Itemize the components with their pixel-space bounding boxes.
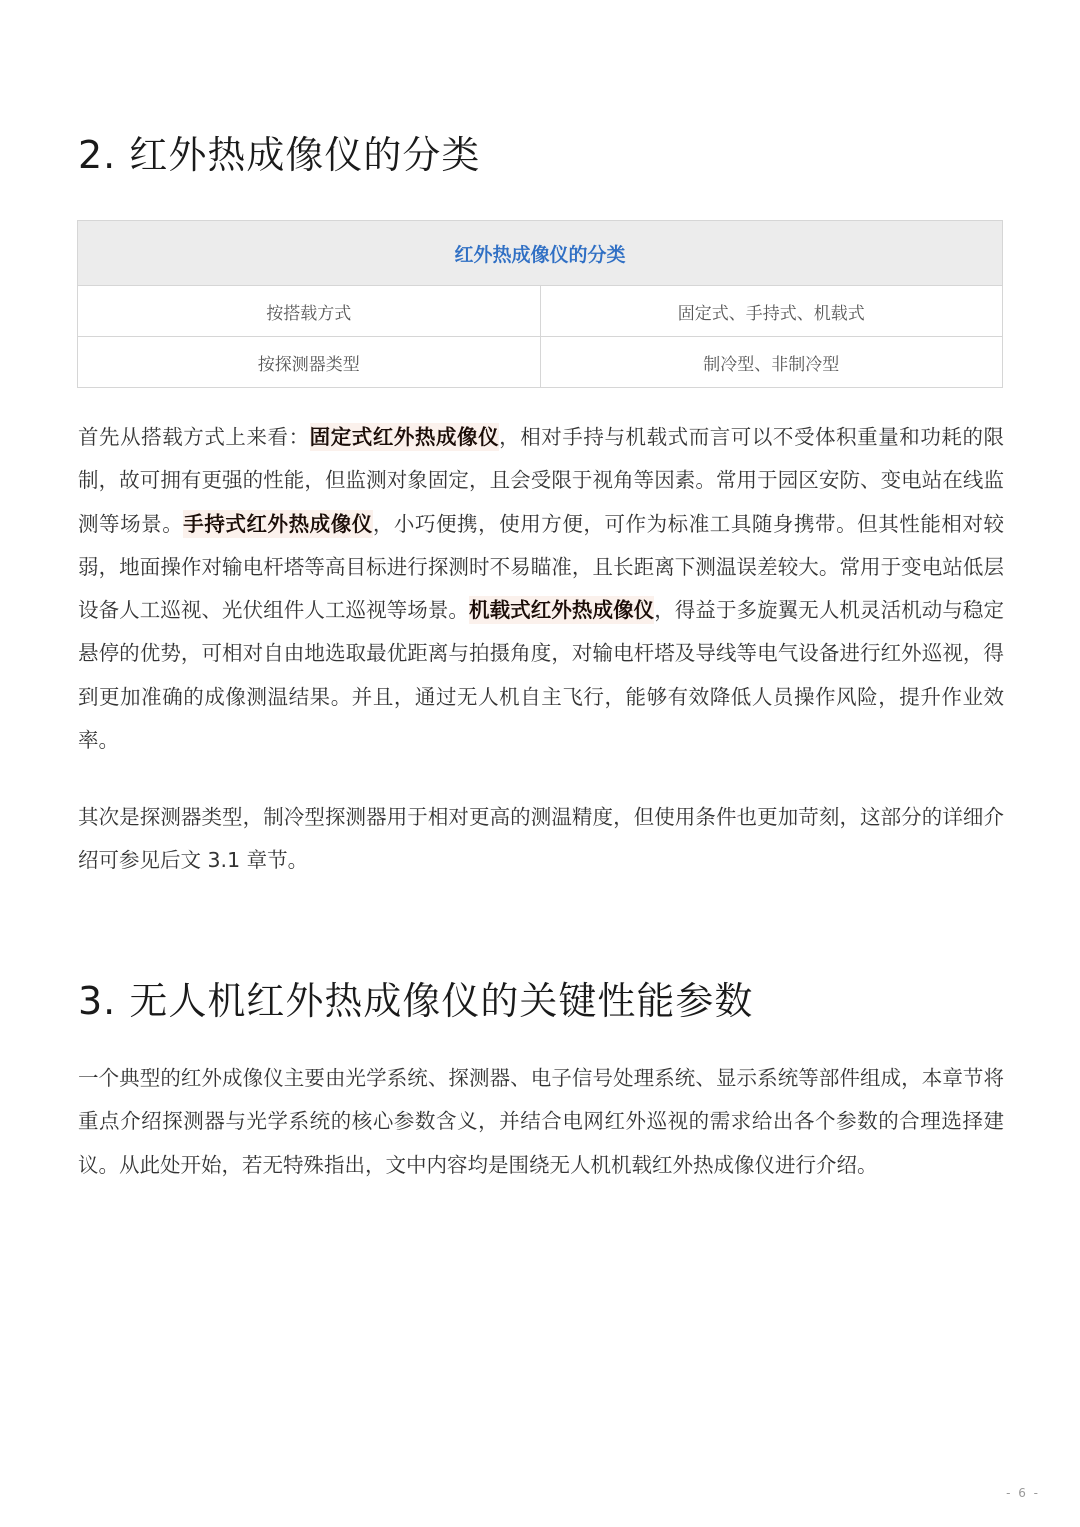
page-number: - 6 - (1006, 1486, 1040, 1500)
table-cell-value: 固定式、手持式、机载式 (540, 286, 1003, 337)
table-cell-label: 按搭载方式 (78, 286, 541, 337)
paragraph-text: ，相对手持与机载式而言可以不受体积重量和功耗的限制，故可拥有更强的性能，但监测对象固定，且会受限于视角等因素。常用于园区安防、变电站在线监测等场景。 (78, 425, 1005, 536)
table-row (78, 286, 1003, 337)
paragraph-text: ，得益于多旋翼无人机灵活机动与稳定悬停的优势，可相对自由地选取最优距离与拍摄角度，对输电杆塔及导线等电气设备进行红外巡视，得到更加准确的成像测温结果。并且，通过无人机自主飞行，能够有效降低人员操作风险，提升作业效率。 (78, 598, 1005, 753)
paragraph-imager-components: 一个典型的红外成像仪主要由光学系统、探测器、电子信号处理系统、显示系统等部件组成，本章节将重点介绍探测器与光学系统的核心参数含义，并结合电网红外巡视的需求给出各个参数的合理选择建议。从此处开始，若无特殊指出，文中内容均是围绕无人机机载红外热成像仪进行介绍。 (78, 1066, 1004, 1177)
highlight-fixed-imager: 固定式红外热成像仪 (309, 425, 500, 449)
paragraph-text: ，小巧便携，使用方便，可作为标准工具随身携带。但其性能相对较弱，地面操作对输电杆塔等高目标进行探测时不易瞄准，且长距离下测温误差较大。常用于变电站低层设备人工巡视、光伏组件人工巡视等场景。 (78, 511, 1005, 623)
table-cell-value: 制冷型、非制冷型 (540, 337, 1003, 388)
table-cell-label: 按探测器类型 (78, 337, 541, 388)
table-header-row (78, 221, 1003, 286)
highlight-handheld-imager: 手持式红外热成像仪 (183, 511, 373, 536)
table-row (78, 337, 1003, 388)
section-heading-classification: 2. 红外热成像仪的分类 (78, 133, 481, 177)
paragraph-detector-types: 其次是探测器类型，制冷型探测器用于相对更高的测温精度，但使用条件也更加苛刻，这部分的详细介绍可参见后文 3.1 章节。 (78, 805, 1004, 873)
paragraph-mounting-types (78, 416, 1004, 762)
classification-table (77, 220, 1003, 388)
highlight-airborne-imager: 机载式红外热成像仪 (469, 598, 655, 623)
table-caption: 红外热成像仪的分类 (78, 221, 1003, 286)
paragraph-text: 首先从搭载方式上来看： (78, 425, 310, 449)
section-heading-key-parameters: 3. 无人机红外热成像仪的关键性能参数 (78, 979, 754, 1023)
